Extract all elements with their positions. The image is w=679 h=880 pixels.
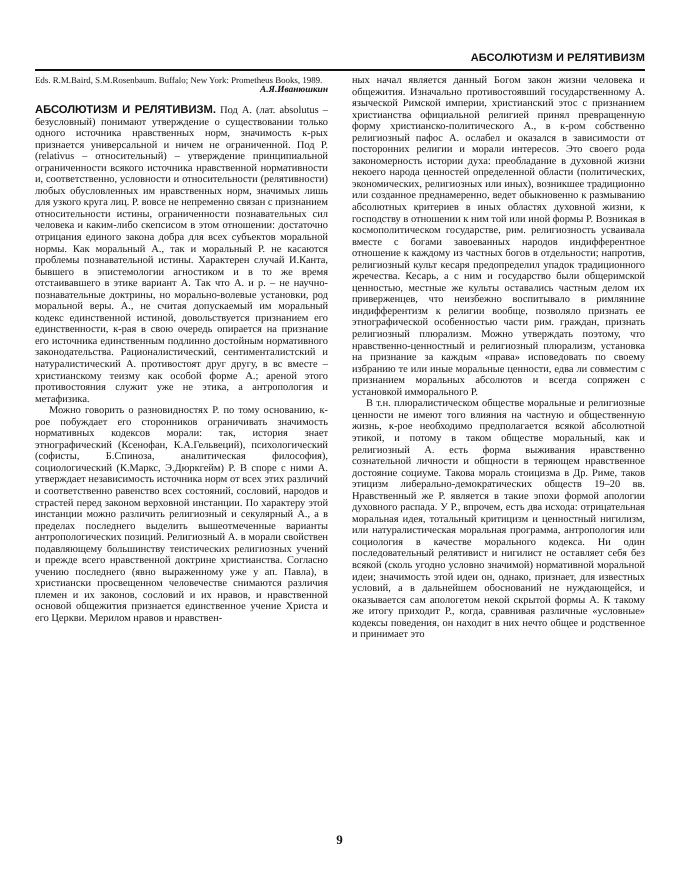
author-signature: А.Я.Иванюшкин (260, 85, 328, 96)
running-head: АБСОЛЮТИЗМ И РЕЛЯТИВИЗМ (470, 52, 645, 64)
bibliography-entry: Eds. R.M.Baird, S.M.Rosenbaum. Buffalo; New York: Prometheus Books, 1989. (35, 75, 323, 85)
paragraph-text: Под А. (лат. absolutus – безусловный) понимают утверждение о существовании только одного источника нравственных норм, значимость к-рых признается универсальной и ничем не ограниченной. Под Р. (relativus – относительный) – утверждение принципиальной ограниченности всякого источника нравственной нормативности и, соответственно, условности и относительности (релятивности) любых обусловленных им нравственных норм, значимых лишь для узкого круга лиц. Р. вовсе не непременно связан с признанием относительности истины, ограниченности познавательных сил человека и каким-либо скепсисом в этом отношении: достаточно отрицания единого закона добра для всех субъектов моральной нормы. Как моральный А., так и моральный Р. не касаются проблемы познавательной истины. Характерен случай И.Канта, бывшего в эпистемологии агностиком и в то же время отстаивавшего в этике вариант А. Так что А. и р. – не научно-познавательные доктрины, но морально-волевые установки, род моральной веры. А., не считая допускаемый им моральный кодекс единственной истиной, довольствуется признанием его единственности, к-рая в свою очередь опирается на признание его источника единственным подлинно достойным нормативного законодательства. Рационалистический, сентименталистский и натуралистический А. противостоят друг другу, в вс вместе – христианскому теизму как особой форме А.; ареной этого противостояния служит уже не этика, а антропология и метафизика. (35, 104, 328, 405)
header-rule (35, 69, 645, 71)
entry-title: АБСОЛЮТИЗМ И РЕЛЯТИВИЗМ. (35, 103, 216, 116)
right-column (352, 75, 645, 641)
page-number: 9 (336, 832, 343, 847)
entry-paragraph-2: Можно говорить о разновидностях Р. по тому основанию, к-рое побуждает его сторонников ограничивать значимость нормативных кодексов морали: так, история знает этнографический (Ксенофан, К.А.Гельвеций), психологический (софисты, Б.Спиноза, аналитическая философия), социологический (К.Маркс, Э.Дюркгейм) Р. В споре с ними А. утверждает независимость источника норм от всех этих различий и соответственно равенство всех состояний, сословий, народов и страстей перед законом верховной инстанции. По характеру этой инстанции можно различить религиозный и секулярный А., а в пределах последнего выделить вышеотмеченные варианты антропологических позиций. Религиозный А. в морали свойствен подавляющему большинству теистических религиозных учений и прежде всего нравственной доктрине христианства. Согласно учению последнего (явно выраженному уже у ап. Павла), в христиански просвещенном человечестве снимаются различия племен и их законов, сословий и их нравов, и нравственной основой общежития признается единственное учение Христа и его Церкви. Мерилом нравов и нравствен- (35, 405, 328, 625)
entry-paragraph-1 (35, 105, 328, 405)
entry-paragraph-4: В т.н. плюралистическом обществе моральные и религиозные ценности не имеют того влияния на частную и общественную жизнь, к-рое необходимо предполагается всякой абсолютной этикой, и потому в таком обществе моральный, как и религиозный А. есть форма выживания нравственно сознательной личности и общности в теряющем нравственное достояние социуме. Такова мораль стоицизма в Др. Риме, таков этицизм либерально-демократических обществ 19–20 вв. Нравственный же Р. является в такие эпохи формой апологии духовного распада. У Р., впрочем, есть два исхода: отрицательная моральная идея, тотальный критицизм и ценностный нигилизм, или натуралистическая моральная программа, антропология или социология в качестве морального кодекса. Ни один последовательный релятивист и нигилист не оставляет себя без всякой (сколь угодно условно значимой) нормативной моральной идеи; значимость этой идеи он, однако, признает, для известных условий, а в дальнейшем обоснований не нуждающейся, и оказывается сам апологетом некой скрытой формы А. К такому же итогу приходит Р., когда, сравнивая различные «условные» кодексы поведения, он находит в них нечто общее и родственное и принимает это (352, 398, 645, 641)
left-column (35, 75, 328, 625)
entry-paragraph-3: ных начал является данный Богом закон жизни человека и общежития. Изначально противостоявший государственному А. языческой Римской империи, христианский этос с признанием христианства официальной религией принял превращенную форму христианско-политического А., в к-ром собственно религиозный пафос А. ослабел и оказался в зависимости от посторонних религии и морали интересов. Это своего рода закономерность истории духа: преобладание в духовной жизни некоего народа ценностей определенной области (политических, экономических, религиозных или иных), возникшее традиционно или созданное преднамеренно, ведет обыкновенно к размыванию абсолютных критериев в иных областях духовной жизни, к господству в отношении к ним той или иной формы Р. Возникая в космополитическом государстве, рим. религиозность усваивала вместе с богами завоеванных народов индифферентное отношение к каждому из частных богов в отдельности; напротив, религиозный культ кесаря предопределил упадок традиционного жречества. Кесарь, а с ним и государство были общеримской ценностью, местные же культы оставались частным делом их приверженцев, что неизбежно воспитывало в римлянине индифферентизм к религии вообще, позволяло признать ее этнографической особенностью части рим. граждан, признать религиозный плюрализм. Можно утверждать поэтому, что нравственно-ценностный и религиозный плюрализм, установка на признание за каждым «права» исповедовать по своему избранию те или иные моральные ценности, едва ли совместим с признанием моральных абсолютов и всегда сопряжен с установкой имморального Р. (352, 75, 645, 398)
